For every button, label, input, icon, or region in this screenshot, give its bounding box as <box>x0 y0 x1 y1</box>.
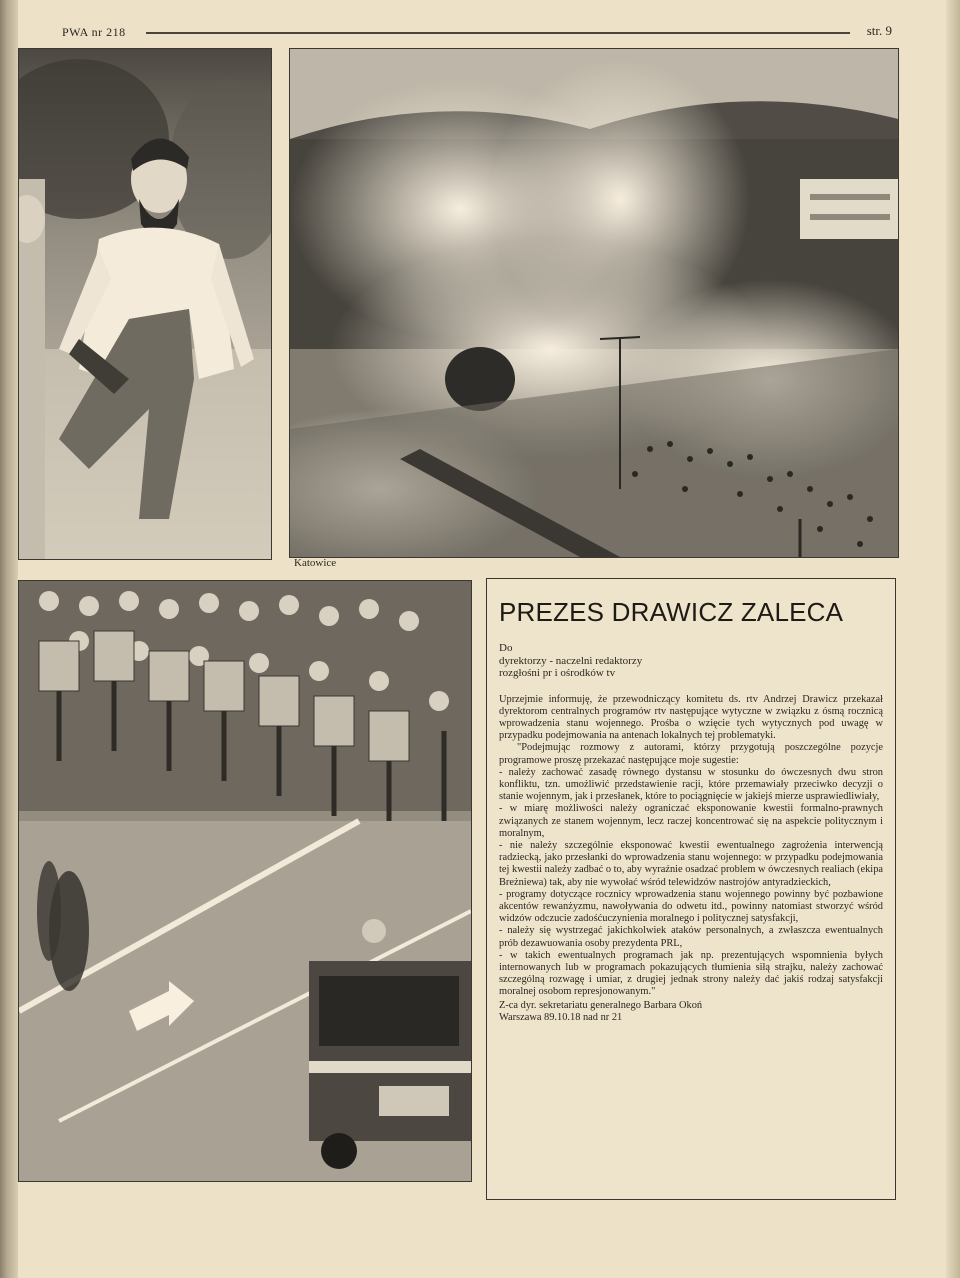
photo-riot-police-image <box>19 581 471 1181</box>
photo-running-man <box>18 48 272 560</box>
page-right-edge <box>946 0 960 1278</box>
article-paragraph: Uprzejmie informuję, że przewodniczący komitetu ds. rtv Andrzej Drawicz przekazał dyrektorom centralnych programów rtv następujące wytyczne w związku z ósmą rocznicą wprowadzenia stanu wojennego. Prośba o wzięcie tych wytycznych pod uwagę w przypadku podejmowania na antenach lokalnych tej problematyki. <box>499 693 883 742</box>
address-line: rozgłośni pr i ośrodków tv <box>499 667 616 679</box>
article-box <box>486 578 896 1200</box>
address-line: dyrektorzy - naczelni redaktorzy <box>499 654 643 667</box>
article-paragraph: - programy dotyczące rocznicy wprowadzenia stanu wojennego powinny być pozbawione akcentów rewanżyzmu, nawoływania do odwetu itd., powinny natomiast stworzyć wśród widzów odczucie zadośćuczynienia moralnego i politycznej satysfakcji, <box>499 888 883 925</box>
article-paragraph: - nie należy szczególnie eksponować kwestii ewentualnego zagrożenia interwencją radziecką, jako przesłanki do wprowadzenia stanu wojennego: w przypadku podejmowania tej kwestii należy zadbać o to, aby wyraźnie osadzać problem w ówczesnych realiach (ekipa Breżniewa) tak, aby nie wywołać wśród telewidzów nastrojów antyradzieckich, <box>499 839 883 888</box>
article-paragraph: - w takich ewentualnych programach jak np. prezentujących wspomnienia byłych internowanych lub w programach pokazujących tłumienia siłą strajku, należy zachować szczególną rozwagę i umiar, z drugiej jednak strony należy dać jakiś rodzaj satysfakcji moralnej osobom represjonowanym." <box>499 949 883 998</box>
signature-line: Z-ca dyr. sekretariatu generalnego Barbara Okoń <box>499 999 703 1011</box>
photo-caption: Katowice <box>294 557 337 569</box>
header-rule <box>146 32 850 34</box>
article-paragraph: - w miarę możliwości należy ograniczać eksponowanie kwestii formalno-prawnych związanych ze stanem wojennym, lecz raczej koncentrować się na aspekcie politycznym i moralnym, <box>499 803 883 839</box>
article-headline: PREZES DRAWICZ ZALECA <box>499 597 844 627</box>
article-paragraph: "Podejmując rozmowy z autorami, którzy przygotują poszczególne pozycje programowe proszę przekazać następujące moje sugestie: <box>499 742 883 766</box>
address-line: Do <box>499 642 513 654</box>
photo-tear-gas-crowd-image <box>290 49 898 557</box>
photo-tear-gas-crowd <box>289 48 899 558</box>
article-paragraph: - należy się wystrzegać jakichkolwiek ataków personalnych, a zwłaszcza ewentualnych prób dezawuowania osoby prezydenta PRL, <box>499 925 883 949</box>
article-paragraph: - należy zachować zasadę równego dystansu w stosunku do ówczesnych dwu stron konfliktu, tzn. umożliwić przedstawienie racji, które przemawiały przeciwko decyzji o stanie wojennym, jak i przesłanek, które to pociągnięcie w jakiejś mierze usprawiedliwiały, <box>499 766 883 803</box>
article-address <box>499 642 883 680</box>
signature-line: Warszawa 89.10.18 nad nr 21 <box>499 1011 623 1023</box>
photo-riot-police <box>18 580 472 1182</box>
issue-number: PWA nr 218 <box>62 25 126 39</box>
page-binding-edge <box>0 0 18 1278</box>
page-number: str. 9 <box>866 23 892 38</box>
article-body <box>499 694 883 999</box>
photo-running-man-image <box>19 49 271 559</box>
article-signature <box>499 1000 883 1024</box>
